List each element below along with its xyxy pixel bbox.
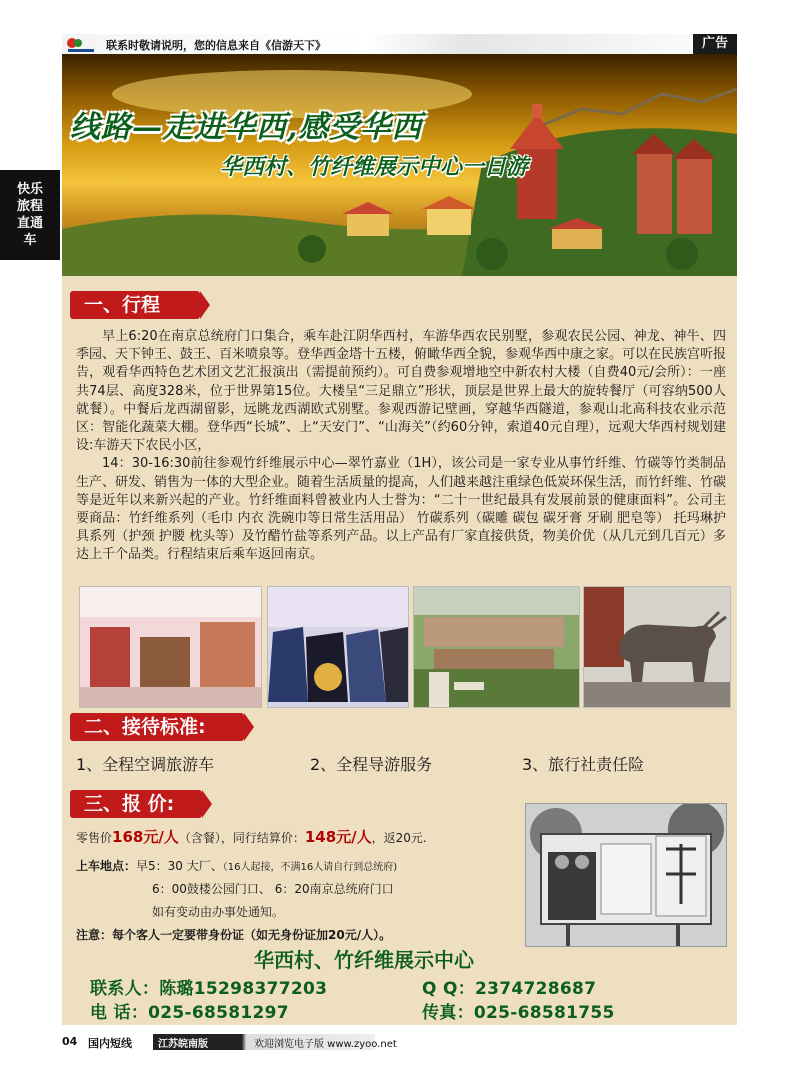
itinerary-paragraph: 早上6:20在南京总统府门口集合，乘车赴江阴华西村，车游华西农民别墅，参观农民公园、神龙、神牛、四季园、天下钟王、鼓王、百米喷泉等。登华西金塔十五楼，俯瞰华西全貌，参观华西中康之家。可以在民族宫听报告，观看华西特色艺术团文艺汇报演出（需提前预约）。可自费参观增地空中新农村大楼（自费40元/会所）：一座共74层、高度328米，位于世界第15位。大楼呈“三足鼎立”形状，顶层是世界上最大的旋转餐厅（可容纳500人就餐）。中餐后龙西湖留影，远眺龙西湖欧式别墅。参观西游记壁画，穿越华西隧道，参观山北高科技农业示范区：智能化蔬菜大棚。登华西“长城”、上“天安门”、“山海关”（约60分钟，索道40元自理），远观大华西村规划建设:车游天下农民小区， [76, 329, 727, 454]
side-tab-line: 快乐 [16, 182, 43, 197]
contact-person: 联系人：陈璐15298377203 [90, 979, 328, 999]
ad-tag: 广告 [693, 34, 737, 54]
logo-icon [66, 35, 96, 53]
pickup-line-3: 如有变动由办事处通知。 [152, 905, 285, 919]
trade-note: ，返20元. [371, 831, 427, 845]
footer-section: 国内短线 [88, 1037, 132, 1050]
photo-bull-statue [583, 586, 731, 708]
billboard-photo [525, 803, 727, 947]
itinerary-text [76, 328, 726, 565]
hero-subtitle: 华西村、竹纤维展示中心一日游 [220, 154, 529, 180]
contact-title: 华西村、竹纤维展示中心 [254, 948, 474, 972]
retail-price: 168元/人 [112, 828, 179, 846]
photo-shop [79, 586, 262, 708]
notice-text: 注意：每个客人一定要带身份证（如无身份证加20元/人）。 [76, 928, 392, 942]
contact-phone: 电 话：025-68581297 [90, 1003, 289, 1023]
pickup-note: （16人起接，不满16人请自行到总统府) [222, 862, 398, 873]
hero-banner [62, 54, 737, 276]
photo-clothing [267, 586, 409, 708]
section-heading-service: 二、接待标准: [70, 713, 244, 741]
side-tab-line: 旅程 [16, 199, 43, 214]
pickup-label: 上车地点： [76, 859, 137, 873]
contact-qq: Q Q：2374728687 [422, 979, 597, 999]
itinerary-paragraph: 14：30-16:30前往参观竹纤维展示中心—翠竹嘉业（1H），该公司是一家专业从事竹纤维、竹碳等竹类制品生产、研发、销售为一体的大型企业。随着生活质量的提高，人们越来越注重绿色低炭环保生活，而竹纤维、竹碳等是近年以来新兴起的产业。竹纤维面料曾被业内人士誉为：“二十一世纪最具有发展前景的健康面料”。公司主要商品：竹纤维系列（毛巾 内衣 洗碗巾等日常生活用品） 竹碳系列（碳雕 碳包 碳牙膏 牙刷 肥皂等） 托玛琳护具系列（护颈 护腰 枕头等）及竹醋竹盐等系列产品。以上产品有厂家直接供货，物美价优（从几元到几百元）多达上千个品类。行程结束后乘车返回南京。 [76, 456, 727, 563]
footer-url[interactable]: 欢迎浏览电子版 www.zyoo.net [254, 1039, 397, 1050]
hero-title: 线路—走进华西,感受华西 [70, 110, 423, 145]
magazine-logo [66, 35, 96, 53]
retail-note: （含餐），同行结算价： [178, 831, 305, 845]
price-line [76, 826, 427, 847]
side-tab-line: 直通 [16, 216, 43, 231]
side-tab-line: 车 [23, 233, 37, 248]
pickup-time-1: 早5：30 大厂、 [136, 859, 223, 873]
header-note: 联系时敬请说明，您的信息来自《信游天下》 [106, 39, 326, 52]
side-tab [0, 170, 60, 260]
trade-price: 148元/人 [304, 828, 372, 846]
service-item: 1、全程空调旅游车 [76, 755, 215, 774]
section-heading-itinerary: 一、行程 [70, 291, 200, 319]
contact-fax: 传真：025-68581755 [422, 1003, 615, 1023]
service-item: 2、全程导游服务 [310, 755, 433, 774]
service-item: 3、旅行社责任险 [522, 755, 645, 774]
price-label: 零售价 [76, 831, 113, 845]
footer-edition: 江苏皖南版 [158, 1039, 208, 1050]
pickup-line [76, 857, 397, 874]
page-number: 04 [62, 1035, 78, 1048]
section-heading-price: 三、报 价: [70, 790, 202, 818]
photo-village-aerial [413, 586, 580, 708]
pickup-line-2: 6：00鼓楼公园门口、 6：20南京总统府门口 [152, 882, 394, 896]
